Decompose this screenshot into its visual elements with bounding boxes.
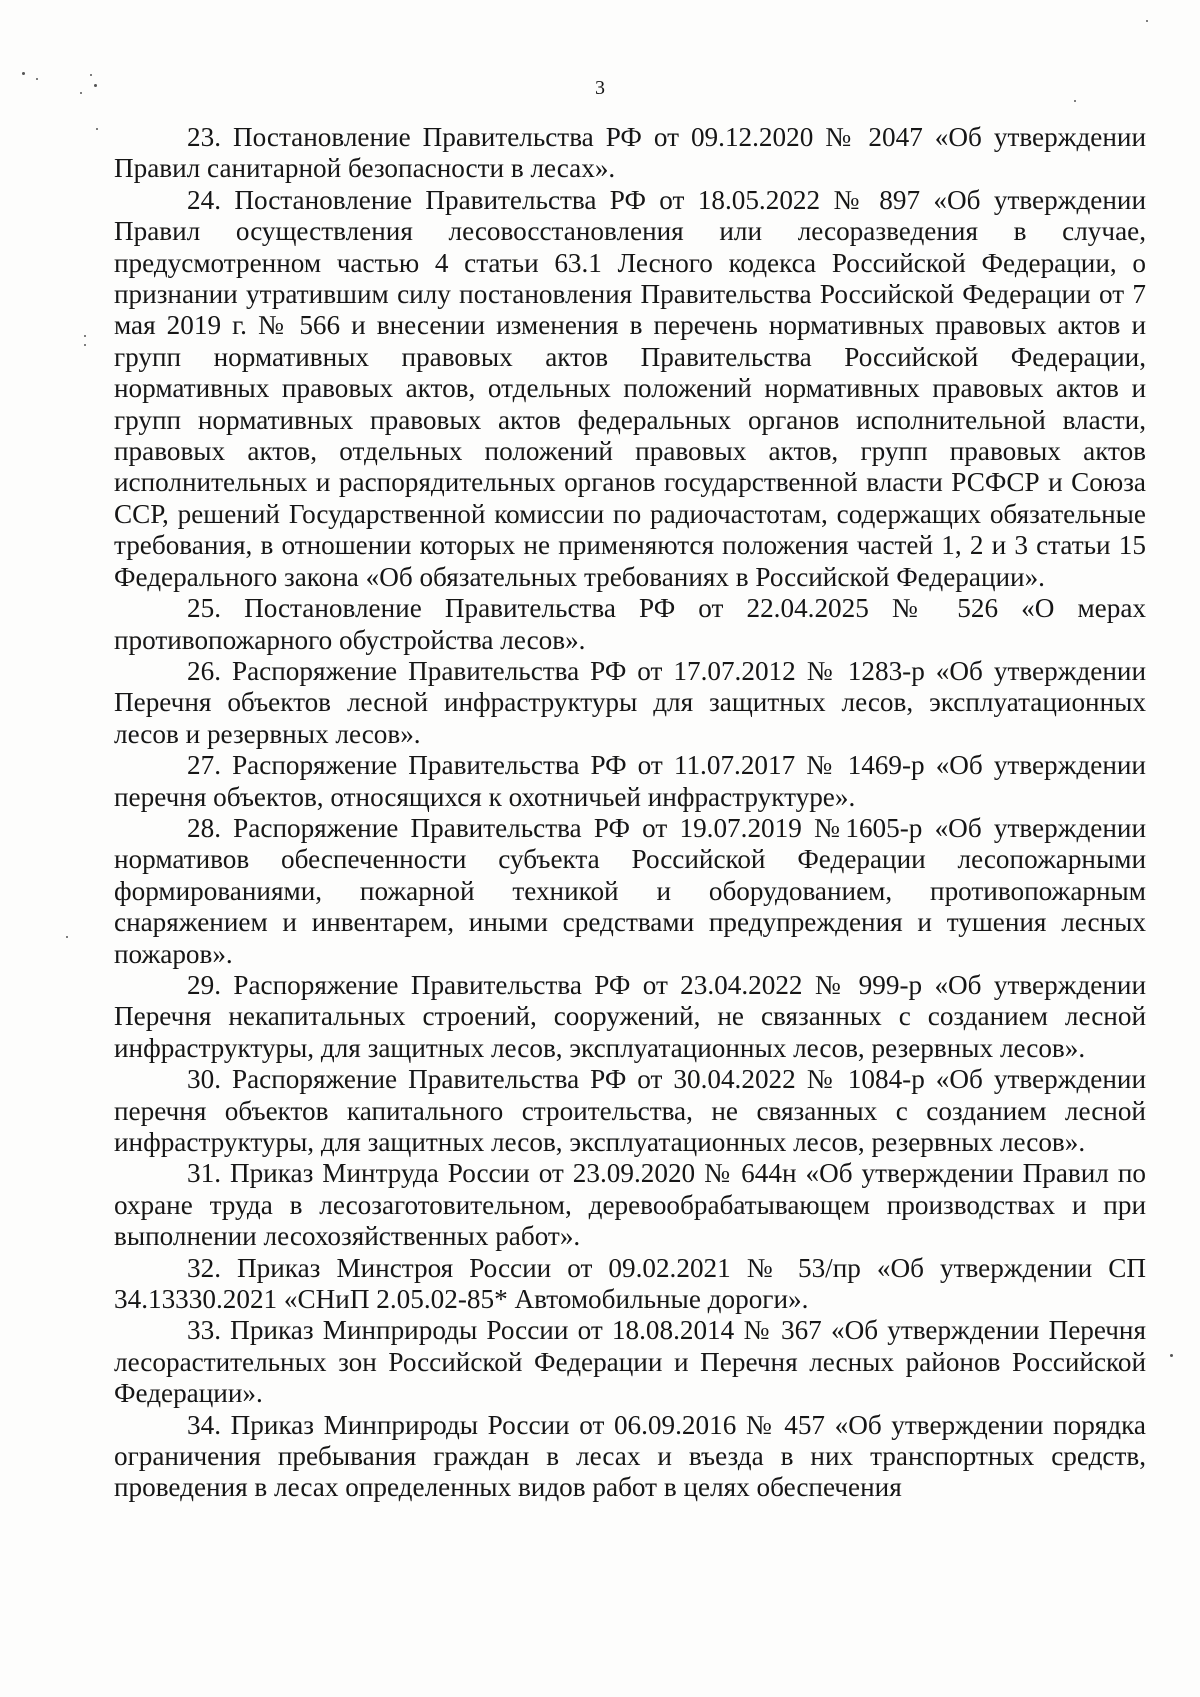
list-item: 25. Постановление Правительства РФ от 22.04.2025 № 526 «О мерах противопожарного обустройства лесов». (114, 593, 1146, 655)
scan-speck (1146, 20, 1148, 22)
list-item: 31. Приказ Минтруда России от 23.09.2020 № 644н «Об утверждении Правил по охране труда в лесозаготовительном, деревообрабатывающем производствах и при выполнении лесохозяйственных работ». (114, 1158, 1146, 1252)
list-item: 24. Постановление Правительства РФ от 18.05.2022 № 897 «Об утверждении Правил осуществления лесовосстановления или лесоразведения в случае, предусмотренном частью 4 статьи 63.1 Лесного кодекса Российской Федерации, о признании утратившим силу постановления Правительства Российской Федерации от 7 мая 2019 г. № 566 и внесении изменения в перечень нормативных правовых актов и групп нормативных правовых актов Правительства Российской Федерации, нормативных правовых актов, отдельных положений нормативных правовых актов и групп нормативных правовых актов федеральных органов исполнительной власти, правовых актов, отдельных положений правовых актов, групп правовых актов исполнительных и распорядительных органов государственной власти РСФСР и Союза ССР, решений Государственной комиссии по радиочастотам, содержащих обязательные требования, в отношении которых не применяются положения частей 1, 2 и 3 статьи 15 Федерального закона «Об обязательных требованиях в Российской Федерации». (114, 184, 1146, 592)
list-item: 27. Распоряжение Правительства РФ от 11.07.2017 № 1469-р «Об утверждении перечня объектов, относящихся к охотничьей инфраструктуре». (114, 750, 1146, 812)
scan-speck (1170, 1354, 1173, 1357)
scan-speck (84, 335, 86, 337)
scan-speck (22, 72, 25, 75)
scan-speck (84, 344, 86, 346)
list-item: 28. Распоряжение Правительства РФ от 19.07.2019 №1605-р «Об утверждении нормативов обеспеченности субъекта Российской Федерации лесопожарными формированиями, пожарной техникой и оборудованием, противопожарным снаряжением и инвентарем, иными средствами предупреждения и тушения лесных пожаров». (114, 812, 1146, 969)
list-item: 30. Распоряжение Правительства РФ от 30.04.2022 № 1084-р «Об утверждении перечня объектов капитального строительства, не связанных с созданием лесной инфраструктуры, для защитных лесов, эксплуатационных лесов, резервных лесов». (114, 1064, 1146, 1157)
scan-speck (1074, 100, 1076, 102)
page-number: 3 (595, 77, 605, 99)
list-item: 29. Распоряжение Правительства РФ от 23.04.2022 № 999-р «Об утверждении Перечня некапитальных строений, сооружений, не связанных с созданием лесной инфраструктуры, для защитных лесов, эксплуатационных лесов, резервных лесов». (114, 969, 1146, 1063)
list-item: 33. Приказ Минприроды России от 18.08.2014 № 367 «Об утверждении Перечня лесорастительных зон Российской Федерации и Перечня лесных районов Российской Федерации». (114, 1315, 1146, 1409)
list-item: 26. Распоряжение Правительства РФ от 17.07.2012 № 1283-р «Об утверждении Перечня объектов лесной инфраструктуры для защитных лесов, эксплуатационных лесов и резервных лесов». (114, 655, 1146, 749)
scan-speck (96, 128, 98, 130)
list-item: 34. Приказ Минприроды России от 06.09.2016 № 457 «Об утверждении порядка ограничения пребывания граждан в лесах и въезда в них транспортных средств, проведения в лесах определенных видов работ в целях обеспечения (114, 1409, 1146, 1503)
list-item: 23. Постановление Правительства РФ от 09.12.2020 № 2047 «Об утверждении Правил санитарной безопасности в лесах». (114, 122, 1146, 184)
list-item: 32. Приказ Минстроя России от 09.02.2021 № 53/пр «Об утверждении СП 34.13330.2021 «СНиП 2.05.02-85* Автомобильные дороги». (114, 1252, 1146, 1315)
scan-speck (66, 936, 68, 938)
document-body (114, 122, 1146, 1504)
